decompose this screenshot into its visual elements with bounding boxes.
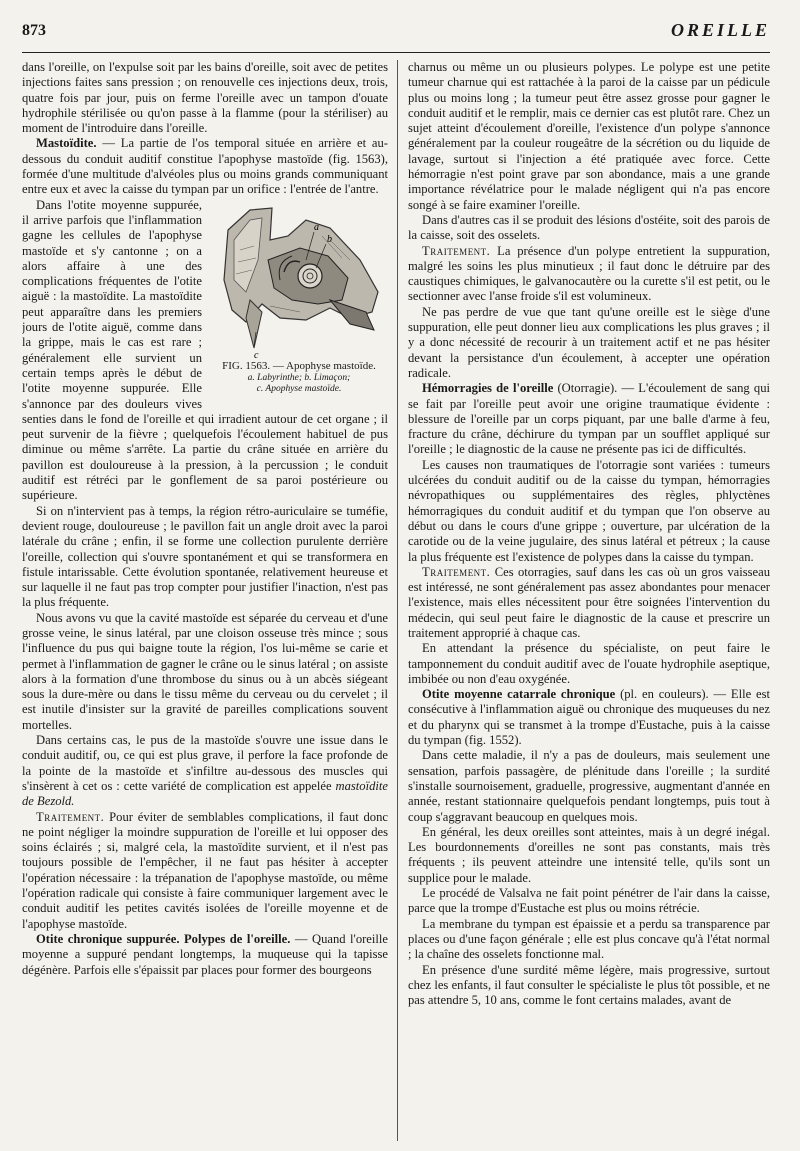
paragraph-mastoidite: Mastoïdite. — La partie de l'os temporal située en arrière et au-dessous du conduit auditif constitue l'apophyse mastoïde (fig. 1563), formée d'une multitude d'alvéoles plus ou moins grands communiquant entre eux et avec la caisse du tympan par un orifice : l'entrée de l'antre. (22, 136, 388, 197)
term-bezold: mastoïdite de Bezold. (22, 778, 388, 809)
paragraph: En attendant la présence du spécialiste, on peut faire le tamponnement du conduit auditif avec de l'ouate hydrophile aseptique, imbibée ou non d'eau oxygénée. (408, 641, 770, 686)
section-heading: Mastoïdite. (36, 136, 97, 151)
mastoid-bone-illustration (210, 200, 388, 360)
section-heading: Otite chronique suppurée. Polypes de l'oreille. (36, 931, 291, 946)
paragraph: charnus ou même un ou plusieurs polypes. Le polype est une petite tumeur charnue qui est rattachée à la paroi de la caisse par un pédicule plus ou moins long ; la tumeur peut être assez grosse pour gagner le conduit auditif et le remplir, mais ce dernier cas est plutôt rare. Chez un sujet atteint d'écoulement d'oreille, l'existence d'un polype s'annonce généralement par la couleur rougeâtre de la sécrétion ou du liquide de lavage, surtout si l'injection a été pratiquée avec force. Cette hémorragie n'est point grave par son abondance, mais a une grande importance révélatrice pour le malade négligent qui n'a pas encore songé à se faire examiner l'oreille. (408, 60, 770, 212)
paragraph: Dans cette maladie, il n'y a pas de douleurs, mais seulement une sensation, parfois passagère, de plénitude dans l'oreille ; la surdité s'installe sournoisement, graduelle, progressive, augmentant d'année en année, restant stationnaire quelquefois pendant longtemps, puis tout à coup s'aggravant beaucoup en quelques mois. (408, 748, 770, 824)
paragraph: Si on n'intervient pas à temps, la région rétro-auriculaire se tuméfie, devient rouge, douloureuse ; le pavillon fait un angle droit avec la paroi latérale du crâne ; enfin, il se forme une collection purulente derrière l'oreille, collection qui s'ouvre spontanément et qui se transformera en fistule intarissable. Cette évolution spontanée, relativement heureuse et sur laquelle il ne faut pas trop compter pour justifier l'inaction, n'est pas la plus fréquente. (22, 503, 388, 610)
page-header (22, 14, 770, 54)
column-divider (397, 60, 398, 1141)
paragraph-hemorragies: Hémorragies de l'oreille (Otorragie). — L'écoulement de sang qui se fait par l'oreille peut avoir une origine traumatique évidente : blessure de l'oreille par un corps piquant, par une balle d'arme à feu, fracture du crâne, déchirure du tympan par un soufflet appliqué sur l'oreille ; le diagnostic de la cause ne présente pas ici de difficultés. (408, 381, 770, 457)
section-heading: Otite moyenne catarrale chronique (422, 687, 616, 702)
fig-label-a: a (314, 221, 319, 233)
traitement-label: Traitement. (36, 809, 105, 824)
paragraph-bezold: Dans certains cas, le pus de la mastoïde s'ouvre une issue dans le conduit auditif, ou, ce qui est plus grave, il perfore la face profonde de la pointe de la mastoïde et s'infiltre au-dessous des muscles qui s'insèrent à cet os : cette variété de complication est appelée mastoïdite de Bezold. (22, 733, 388, 809)
paragraph: Dans d'autres cas il se produit des lésions d'ostéite, soit des parois de la caisse, soit des osselets. (408, 212, 770, 243)
paragraph-otite-chronique: Otite chronique suppurée. Polypes de l'oreille. — Quand l'oreille moyenne a suppuré pendant longtemps, la muqueuse qui la tapisse dégénère. Parfois elle s'épaissit par places pour former des bourgeons (22, 931, 388, 977)
paragraph-otite-catarrale: Otite moyenne catarrale chronique (pl. en couleurs). — Elle est consécutive à l'inflammation aiguë ou chronique des muqueuses du nez et du pharynx qui se transmet à la trompe d'Eustache, puis à la caisse du tympan (fig. 1552). (408, 687, 770, 748)
paragraph-traitement: Traitement. La présence d'un polype entretient la suppuration, malgré les soins les plus minutieux ; il faut donc le détruire par des caustiques chimiques, le galvanocautère ou la curette s'il est petit, ou le sectionner avec l'anse froide s'il est volumineux. (408, 243, 770, 304)
fig-label-b: b (327, 233, 332, 245)
paragraph-traitement: Traitement. Ces otorragies, sauf dans les cas où un gros vaisseau est intéressé, ne sont généralement pas assez abondantes pour menacer l'existence, mais elles nécessitent pour être soignées l'intervention du médecin, qui seul peut faire le diagnostic de la cause et prescrire un traitement approprié à chaque cas. (408, 564, 770, 640)
left-column (22, 60, 388, 1143)
right-column (408, 60, 770, 1143)
paragraph: Les causes non traumatiques de l'otorragie sont variées : tumeurs ulcérées du conduit auditif ou de la caisse du tympan, hémorragies névropathiques ou supplémentaires des règles, phlyctènes hémorragiques du conduit auditif et du tympan que l'on observe au début ou dans le cours d'une grippe ; ouverture, par ulcération de la carotide ou de la veine jugulaire, des sinus latéral et pétreux ; la cause la plus fréquente est l'existence de polypes dans la caisse du tympan. (408, 457, 770, 564)
paragraph: dans l'oreille, on l'expulse soit par les bains d'oreille, soit avec de petites injections faites sans pression ; on renouvelle ces injections deux, trois, quatre fois par jour, puis on ferme l'oreille avec un tampon d'ouate hydrophile stérilisée ou qu'on passe à la flamme (pour la stériliser) au moment de l'introduire dans l'oreille. (22, 60, 388, 136)
figure-legend-2: c. Apophyse mastoïde. (256, 383, 342, 394)
paragraph: La membrane du tympan est épaissie et a perdu sa transparence par places ou d'une façon générale ; elle est plus concave qu'à l'état normal ; la chaîne des osselets fonctionne mal. (408, 916, 770, 962)
figure-legend-1: a. Labyrinthe; b. Limaçon; (247, 372, 351, 383)
header-rule (22, 52, 770, 53)
traitement-label: Traitement. (422, 243, 491, 258)
paragraph-traitement: Traitement. Pour éviter de semblables complications, il faut donc ne point négliger la moindre suppuration de l'oreille et lui opposer des soins éclairés ; si, malgré cela, la mastoïdite survient, et il n'est pas toujours possible de l'empêcher, il ne faut pas hésiter à accepter l'opération nécessaire : la trépanation de l'apophyse mastoïde, ou même l'opération radicale qui consiste à faire communiquer largement avec le conduit auditif les petites cavités isolées de l'oreille moyenne et de l'apophyse mastoïde. (22, 809, 388, 931)
paragraph: Le procédé de Valsalva ne fait point pénétrer de l'air dans la caisse, parce que la trompe d'Eustache est plus ou moins rétrécie. (408, 886, 770, 916)
paragraph: Ne pas perdre de vue que tant qu'une oreille est le siège d'une suppuration, elle peut donner lieu aux complications les plus graves ; il y a donc nécessité de recourir à un traitement actif et ne pas hésiter devant la persistance d'un écoulement, à accepter une opération radicale. (408, 304, 770, 380)
traitement-label: Traitement. (422, 564, 491, 579)
fig-label-c: c (254, 349, 259, 360)
paragraph: En présence d'une surdité même légère, mais progressive, surtout chez les enfants, il faut consulter le spécialiste le plus tôt possible, et ne pas attendre 5, 10 ans, comme le font certains malades, avant de (408, 962, 770, 1008)
running-title: OREILLE (670, 20, 770, 40)
figure-1563 (210, 200, 388, 395)
section-heading: Hémorragies de l'oreille (422, 381, 554, 396)
figure-caption: FIG. 1563. — Apophyse mastoïde. (222, 359, 376, 372)
paragraph: En général, les deux oreilles sont atteintes, mais à un degré inégal. Les bourdonnements d'oreilles ne sont pas constants, mais très fréquents ; ils peuvent atteindre une intensité telle, qu'ils sont un supplice pour le malade. (408, 824, 770, 885)
paragraph: Nous avons vu que la cavité mastoïde est séparée du cerveau et d'une grosse veine, le sinus latéral, par une cloison osseuse très mince ; sous l'influence du pus qui baigne toute la région, l'os lui-même se carie et permet à l'inflammation de gagner le crâne ou le sinus latéral ; on assiste alors à la formation d'une thrombose du sinus ou à un abcès siégeant sous la dure-mère ou dans le tissu même du cerveau ou du cervelet ; il est inutile d'insister sur la gravité de pareilles complications souvent mortelles. (22, 610, 388, 732)
page-number: 873 (22, 22, 46, 39)
paragraph: Dans l'otite moyenne suppurée, il arrive parfois que l'inflammation gagne les cellules de l'apophyse mastoïde et s'y cantonne ; on a alors affaire à une des complications fréquentes de l'otite aiguë : la mastoïdite. La mastoïdite peut apparaître dans les premiers jours de l'otite aiguë, comme dans la grippe, mais le cas est rare ; généralement elle survient un certain temps après le début de l'otite moyenne suppurée. Elle s'annonce par des douleurs vives senties dans le fond de l'oreille et qui irradient autour de cet organe ; il peut survenir de la fièvre ; quelquefois l'écoulement habituel de pus diminue ou même s'arrête. La partie du crâne située en arrière du pavillon est douloureuse à la pression, à la percussion ; le conduit auditif est rétréci par le gonflement de sa paroi postérieure ou supérieure. (22, 197, 388, 503)
